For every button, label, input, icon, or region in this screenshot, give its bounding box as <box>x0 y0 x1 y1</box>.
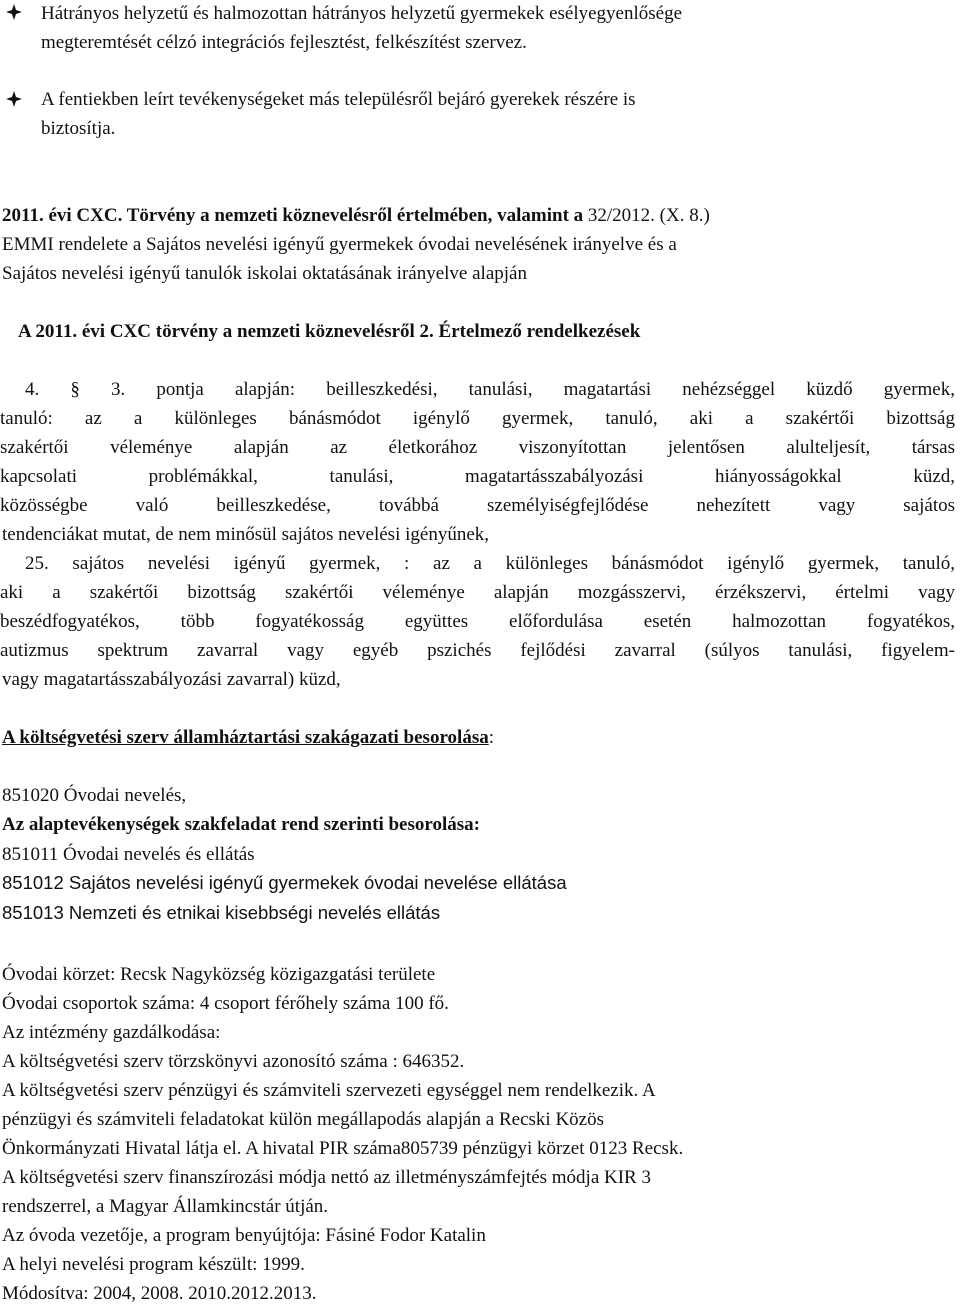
law-heading-bold: 2011. évi CXC. Törvény a nemzeti köznevelésről értelmében, valamint a <box>2 205 584 226</box>
section-title: A 2011. évi CXC törvény a nemzeti köznevelésről 2. Értelmező rendelkezések <box>18 321 641 342</box>
activity-code: 851012 Sajátos nevelési igényű gyermekek óvodai nevelése ellátása <box>2 872 567 893</box>
info-line: rendszerrel, a Magyar Államkincstár útján. <box>2 1196 329 1217</box>
definition-line: szakértői véleménye alapján az életkorához viszonyítottan jelentősen alulteljesít, társas <box>0 437 955 458</box>
definition-line: beszédfogyatékos, több fogyatékosság együttes előfordulása esetén halmozottan fogyatékos, <box>0 611 955 632</box>
diamond-bullet-icon <box>6 91 22 107</box>
definition-line: autizmus spektrum zavarral vagy egyéb pszichés fejlődési zavarral (súlyos tanulási, figyelem- <box>0 640 955 661</box>
definition-line: vagy magatartásszabályozási zavarral) küzd, <box>2 669 341 690</box>
activity-code: 851011 Óvodai nevelés és ellátás <box>2 844 255 865</box>
definition-line: közösségbe való beilleszkedése, továbbá személyiségfejlődése nehezített vagy sajátos <box>0 495 955 516</box>
budget-heading <box>2 728 494 747</box>
bullet-2-line-1: A fentiekben leírt tevékenységeket más településről bejáró gyerekek részére is <box>41 89 636 110</box>
law-heading-tail: 32/2012. (X. 8.) <box>587 205 710 226</box>
bullet-1-line-2: megteremtését célzó integrációs fejlesztést, felkészítést szervez. <box>41 32 527 53</box>
info-line: Az intézmény gazdálkodása: <box>2 1022 221 1043</box>
definition-line: tendenciákat mutat, de nem minősül sajátos nevelési igényűnek, <box>2 524 490 545</box>
info-line: Módosítva: 2004, 2008. 2010.2012.2013. <box>2 1283 317 1304</box>
info-line: A költségvetési szerv finanszírozási módja nettó az illetményszámfejtés módja KIR 3 <box>2 1167 651 1188</box>
definition-line: tanuló: az a különleges bánásmódot igénylő gyermek, tanuló, aki a szakértői bizottság <box>0 408 955 429</box>
info-line: Önkormányzati Hivatal látja el. A hivatal PIR száma805739 pénzügyi körzet 0123 Recsk. <box>2 1138 684 1159</box>
law-heading <box>2 206 710 225</box>
info-line: A költségvetési szerv törzskönyvi azonosító száma : 646352. <box>2 1051 465 1072</box>
info-line: Óvodai csoportok száma: 4 csoport férőhely száma 100 fő. <box>2 993 449 1014</box>
info-line: pénzügyi és számviteli feladatokat külön megállapodás alapján a Recski Közös <box>2 1109 604 1130</box>
emmi-line-2: Sajátos nevelési igényű tanulók iskolai oktatásának irányelve alapján <box>2 263 527 284</box>
diamond-bullet-icon <box>6 4 22 20</box>
main-code: 851020 Óvodai nevelés, <box>2 785 187 806</box>
emmi-line-1: EMMI rendelete a Sajátos nevelési igényű gyermekek óvodai nevelésének irányelve és a <box>2 234 677 255</box>
bullet-1-line-1: Hátrányos helyzetű és halmozottan hátrányos helyzetű gyermekek esélyegyenlősége <box>41 3 683 24</box>
definition-line: aki a szakértői bizottság szakértői véleménye alapján mozgásszervi, érzékszervi, értelmi vagy <box>0 582 955 603</box>
budget-heading-colon: : <box>488 727 494 748</box>
info-line: Az óvoda vezetője, a program benyújtója: Fásiné Fodor Katalin <box>2 1225 486 1246</box>
bullet-2-line-2: biztosítja. <box>41 118 116 139</box>
info-line: A helyi nevelési program készült: 1999. <box>2 1254 305 1275</box>
info-line: Óvodai körzet: Recsk Nagyközség közigazgatási területe <box>2 964 436 985</box>
definition-line: 25. sajátos nevelési igényű gyermek, : az a különleges bánásmódot igénylő gyermek, tanuló, <box>25 553 955 574</box>
basic-activities-heading: Az alaptevékenységek szakfeladat rend szerinti besorolása: <box>2 814 480 835</box>
definition-line: kapcsolati problémákkal, tanulási, magatartásszabályozási hiányosságokkal küzd, <box>0 466 955 487</box>
budget-heading-text: A költségvetési szerv államháztartási szakágazati besorolása <box>2 727 489 748</box>
definition-line: 4. § 3. pontja alapján: beilleszkedési, tanulási, magatartási nehézséggel küzdő gyermek, <box>25 379 955 400</box>
activity-code: 851013 Nemzeti és etnikai kisebbségi nevelés ellátás <box>2 902 441 923</box>
info-line: A költségvetési szerv pénzügyi és számviteli szervezeti egységgel nem rendelkezik. A <box>2 1080 656 1101</box>
